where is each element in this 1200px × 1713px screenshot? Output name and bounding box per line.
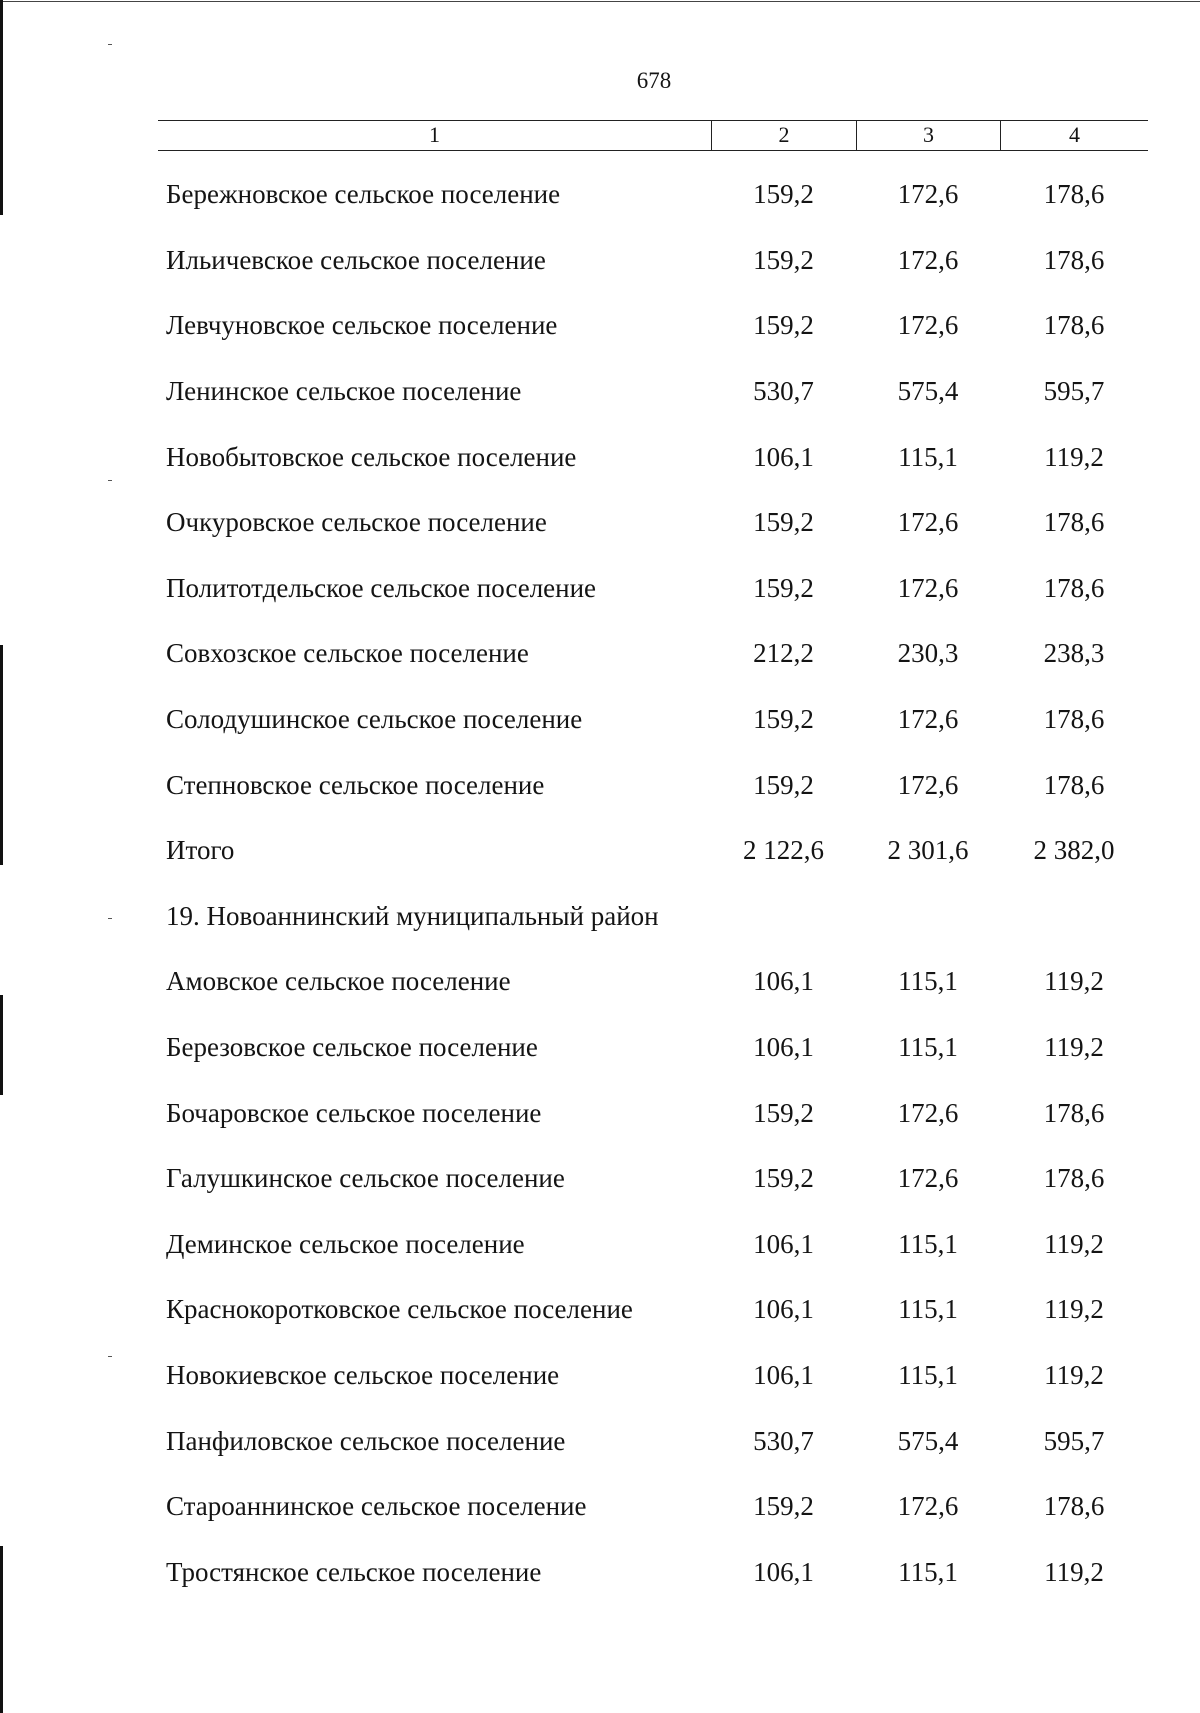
value-col-2: 159,2 xyxy=(753,1097,814,1128)
value-col-2: 530,7 xyxy=(753,1425,814,1456)
row-label: Ильичевское сельское поселение xyxy=(166,244,546,275)
value-col-3: 172,6 xyxy=(897,1097,959,1128)
value-col-3: 115,1 xyxy=(898,1294,958,1325)
value-col-3: 115,1 xyxy=(898,966,958,997)
table-row xyxy=(158,752,1148,818)
table-row xyxy=(158,949,1148,1015)
value-col-4: 238,3 xyxy=(1043,638,1105,669)
row-label: Ленинское сельское поселение xyxy=(166,376,522,407)
total-col-2: 2 122,6 xyxy=(743,835,824,866)
value-col-3: 172,6 xyxy=(897,310,959,341)
table-row xyxy=(158,359,1148,425)
value-col-2: 106,1 xyxy=(753,1228,814,1259)
scan-top-edge xyxy=(0,1,1200,2)
table-row xyxy=(158,1408,1148,1474)
scan-left-edge-mark xyxy=(0,995,3,1095)
value-col-3: 172,6 xyxy=(897,704,959,735)
table-header xyxy=(158,120,1148,151)
scan-left-edge-mark xyxy=(0,0,3,215)
value-col-4: 178,6 xyxy=(1043,1097,1105,1128)
value-col-3: 115,1 xyxy=(898,1359,958,1390)
table-row xyxy=(158,1474,1148,1540)
scan-tick-mark xyxy=(108,1356,112,1357)
value-col-4: 178,6 xyxy=(1043,769,1105,800)
value-col-4: 178,6 xyxy=(1043,704,1105,735)
value-col-2: 530,7 xyxy=(753,376,814,407)
value-col-2: 106,1 xyxy=(753,1359,814,1390)
value-col-4: 178,6 xyxy=(1043,179,1105,210)
value-col-4: 119,2 xyxy=(1044,441,1104,472)
value-col-2: 159,2 xyxy=(753,572,814,603)
column-header-3: 3 xyxy=(856,121,1000,150)
row-label: Панфиловское сельское поселение xyxy=(166,1425,566,1456)
data-table xyxy=(158,120,1148,1605)
value-col-4: 119,2 xyxy=(1044,1359,1104,1390)
value-col-4: 178,6 xyxy=(1043,310,1105,341)
row-label: Очкуровское сельское поселение xyxy=(166,507,547,538)
value-col-2: 106,1 xyxy=(753,1294,814,1325)
row-label: Краснокоротковское сельское поселение xyxy=(166,1294,633,1325)
value-col-3: 115,1 xyxy=(898,441,958,472)
row-label: Деминское сельское поселение xyxy=(166,1228,525,1259)
row-label: Степновское сельское поселение xyxy=(166,769,545,800)
column-header-4: 4 xyxy=(1000,121,1148,150)
row-label: Березовское сельское поселение xyxy=(166,1032,538,1063)
total-label: Итого xyxy=(166,835,235,866)
value-col-3: 172,6 xyxy=(897,179,959,210)
value-col-2: 159,2 xyxy=(753,1491,814,1522)
value-col-4: 119,2 xyxy=(1044,1228,1104,1259)
row-label: Новобытовское сельское поселение xyxy=(166,441,577,472)
value-col-4: 178,6 xyxy=(1043,1163,1105,1194)
scan-left-edge-mark xyxy=(0,645,3,865)
value-col-4: 178,6 xyxy=(1043,572,1105,603)
value-col-3: 172,6 xyxy=(897,572,959,603)
table-row xyxy=(158,621,1148,687)
value-col-2: 159,2 xyxy=(753,769,814,800)
row-label: Левчуновское сельское поселение xyxy=(166,310,558,341)
value-col-4: 119,2 xyxy=(1044,966,1104,997)
value-col-3: 230,3 xyxy=(897,638,959,669)
table-row xyxy=(158,1015,1148,1081)
section-heading: 19. Новоаннинский муниципальный район xyxy=(166,900,659,931)
table-row xyxy=(158,424,1148,490)
value-col-4: 119,2 xyxy=(1044,1032,1104,1063)
table-row xyxy=(158,556,1148,622)
table-row xyxy=(158,1539,1148,1605)
value-col-2: 159,2 xyxy=(753,244,814,275)
value-col-3: 575,4 xyxy=(897,376,959,407)
table-row xyxy=(158,687,1148,753)
scan-tick-mark xyxy=(108,918,112,919)
page-number: 678 xyxy=(636,68,672,93)
column-header-1: 1 xyxy=(429,122,440,147)
row-label: Бочаровское сельское поселение xyxy=(166,1097,542,1128)
value-col-4: 178,6 xyxy=(1043,507,1105,538)
value-col-3: 115,1 xyxy=(898,1032,958,1063)
row-label: Солодушинское сельское поселение xyxy=(166,704,583,735)
row-label: Амовское сельское поселение xyxy=(166,966,511,997)
value-col-3: 172,6 xyxy=(897,1163,959,1194)
value-col-2: 106,1 xyxy=(753,1032,814,1063)
value-col-3: 172,6 xyxy=(897,507,959,538)
value-col-2: 106,1 xyxy=(753,441,814,472)
table-body xyxy=(158,162,1148,1605)
value-col-2: 106,1 xyxy=(753,1556,814,1587)
value-col-3: 115,1 xyxy=(898,1228,958,1259)
table-row xyxy=(158,1146,1148,1212)
value-col-2: 212,2 xyxy=(753,638,814,669)
row-label: Тростянское сельское поселение xyxy=(166,1556,542,1587)
row-label: Совхозское сельское поселение xyxy=(166,638,529,669)
value-col-4: 595,7 xyxy=(1043,376,1105,407)
value-col-2: 159,2 xyxy=(753,704,814,735)
column-header-2: 2 xyxy=(711,121,856,150)
section-heading-row xyxy=(158,884,1148,950)
row-label: Политотдельское сельское поселение xyxy=(166,572,597,603)
row-label: Бережновское сельское поселение xyxy=(166,179,561,210)
value-col-2: 106,1 xyxy=(753,966,814,997)
total-row xyxy=(158,818,1148,884)
value-col-4: 595,7 xyxy=(1043,1425,1105,1456)
value-col-3: 172,6 xyxy=(897,244,959,275)
table-row xyxy=(158,1212,1148,1278)
value-col-4: 178,6 xyxy=(1043,244,1105,275)
value-col-3: 115,1 xyxy=(898,1556,958,1587)
table-row xyxy=(158,228,1148,294)
value-col-4: 178,6 xyxy=(1043,1491,1105,1522)
value-col-3: 172,6 xyxy=(897,769,959,800)
table-row xyxy=(158,490,1148,556)
row-label: Староаннинское сельское поселение xyxy=(166,1491,587,1522)
table-row xyxy=(158,293,1148,359)
table-row xyxy=(158,1277,1148,1343)
table-row xyxy=(158,162,1148,228)
value-col-2: 159,2 xyxy=(753,507,814,538)
value-col-4: 119,2 xyxy=(1044,1294,1104,1325)
value-col-2: 159,2 xyxy=(753,310,814,341)
value-col-4: 119,2 xyxy=(1044,1556,1104,1587)
value-col-3: 172,6 xyxy=(897,1491,959,1522)
value-col-3: 575,4 xyxy=(897,1425,959,1456)
table-row xyxy=(158,1080,1148,1146)
scan-left-edge-mark xyxy=(0,1546,3,1713)
value-col-2: 159,2 xyxy=(753,179,814,210)
total-col-3: 2 301,6 xyxy=(887,835,969,866)
scan-tick-mark xyxy=(108,44,112,45)
row-label: Новокиевское сельское поселение xyxy=(166,1359,560,1390)
table-row xyxy=(158,1343,1148,1409)
value-col-2: 159,2 xyxy=(753,1163,814,1194)
total-col-4: 2 382,0 xyxy=(1033,835,1115,866)
row-label: Галушкинское сельское поселение xyxy=(166,1163,565,1194)
scan-tick-mark xyxy=(108,480,112,481)
